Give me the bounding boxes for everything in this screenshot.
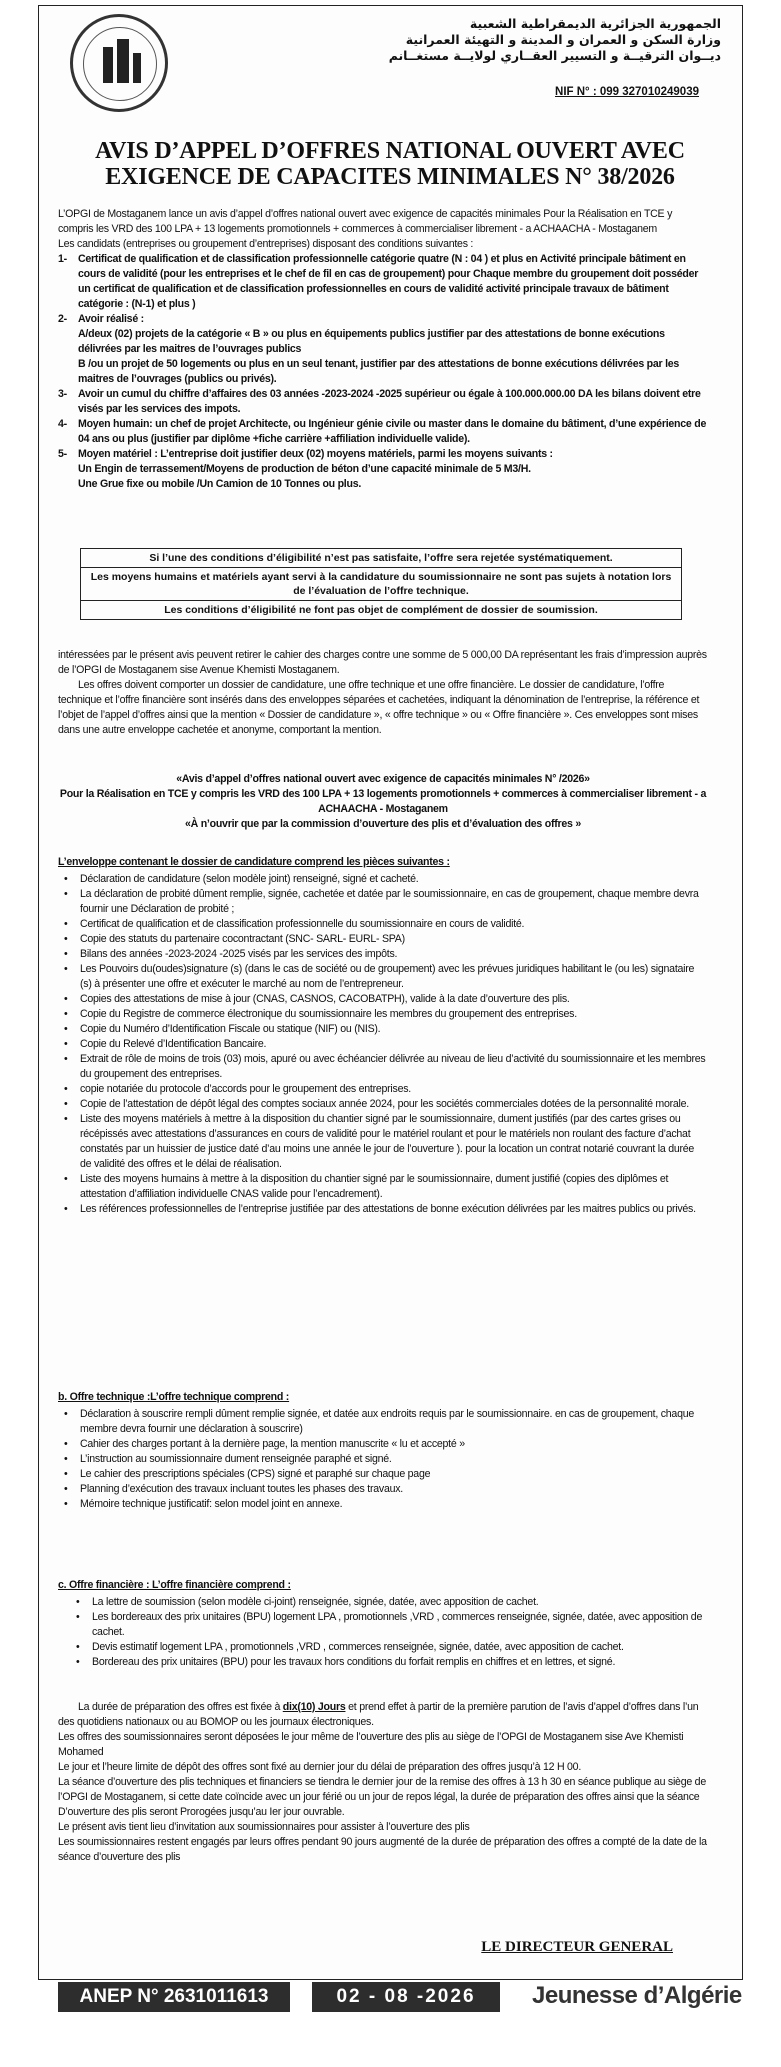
closing-paragraph: Les soumissionnaires restent engagés par leurs offres pendant 90 jours augmenté de la durée de préparation des offres a compté de la date de la séance d’ouverture des plis	[58, 1836, 707, 1863]
list-item: • Copie de l’attestation de dépôt légal des comptes sociaux année 2024, pour les sociétés commerciales dotées de la personnalité morale.	[58, 1097, 708, 1112]
condition-text: A/deux (02) projets de la catégorie « B » ou plus en équipements publics justifier par des attestations de bonne exécutions délivrées par les maitres de l’ouvrages publics	[78, 328, 665, 355]
logo-building-icon	[103, 47, 113, 83]
closing-paragraph: La séance d’ouverture des plis techniques et financiers se tiendra le dernier jour de la remise des offres à 13 h 30 en séance publique au siège de l’OPGI de Mostaganem, si cette date coïncide avec un jour férié ou un jour de repos légal, la durée de préparation des offres ainsi que la séance D’ouverture des plis seront Prorogées jusqu’au Ier jour ouvrable.	[58, 1776, 706, 1818]
list-item: • Cahier des charges portant à la dernière page, la mention manuscrite « lu et accepté »	[58, 1437, 708, 1452]
list-item: • Devis estimatif logement LPA , promotionnels ,VRD , commerces renseignée, signée, datée, avec apposition de cachet.	[70, 1640, 708, 1655]
notice-title	[60, 138, 720, 190]
retrieval-paragraph: intéressées par le présent avis peuvent retirer le cahier des charges contre une somme de 5 000,00 DA représentant les frais d’impression auprès de l’OPGI de Mostaganem sise Avenue Khemisti Mostaganem.	[58, 649, 707, 676]
list-item: • L’instruction au soumissionnaire dument renseignée paraphé et signé.	[58, 1452, 708, 1467]
condition-item	[58, 417, 708, 447]
financiere-section	[58, 1578, 708, 1670]
condition-item	[58, 312, 708, 327]
list-item: • Copie du Numéro d’Identification Fiscale ou statique (NIF) ou (NIS).	[58, 1022, 708, 1037]
condition-text: Moyen matériel : L’entreprise doit justifier deux (02) moyens matériels, parmi les moyens suivants :	[78, 448, 553, 460]
arabic-header-line: وزارة السكن و العمران و المدينة و التهيئة العمرانية	[405, 32, 721, 47]
condition-number: 4-	[58, 418, 67, 430]
list-item: • copie notariée du protocole d’accords pour le groupement des entreprises.	[58, 1082, 708, 1097]
envelope-mention	[58, 772, 708, 832]
condition-text: Certificat de qualification et de classification professionnelle catégorie quatre (N : 04 ) et plus en Activité principale bâtiment en cours de validité (pour les entreprises et le chef de fil en cas de groupement) pour Chaque membre du groupement doit posséder un certificat de qualification et de classification professionnelles en cours de validité activité principale travaux de bâtiment catégorie : (N-1) et plus )	[78, 253, 699, 310]
condition-number: 1-	[58, 253, 67, 265]
anep-number: ANEP N° 2631011613	[58, 1982, 290, 2012]
logo-building-icon	[133, 53, 141, 83]
list-item: • Planning d’exécution des travaux incluant toutes les phases des travaux.	[58, 1482, 708, 1497]
closing-paragraph: Le présent avis tient lieu d’invitation aux soumissionnaires pour assister à l’ouverture des plis	[58, 1821, 470, 1833]
list-item: • Extrait de rôle de moins de trois (03) mois, apuré ou avec échéancier délivrée au niveau de lieu d’activité du soumissionnaire et les membres du groupement des entreprises.	[58, 1052, 708, 1082]
retrieval-section	[58, 648, 708, 738]
technique-section	[58, 1390, 708, 1512]
list-item: • La lettre de soumission (selon modèle ci-joint) renseignée, signée, datée, avec apposition de cachet.	[70, 1595, 708, 1610]
delay-text: et prend effet à partir de la première parution de l’avis d’appel d’offres dans l’un des quotidiens nationaux ou au BOMOP ou les journaux électroniques.	[58, 1701, 699, 1728]
condition-item	[58, 447, 708, 462]
mention-line: «Avis d’appel d’offres national ouvert avec exigence de capacités minimales N° /2026»	[176, 773, 590, 785]
list-item: • Copies des attestations de mise à jour (CNAS, CASNOS, CACOBATPH), valide à la date d’ouverture des plis.	[58, 992, 708, 1007]
list-item: • La déclaration de probité dûment remplie, signée, cachetée et datée par le soumissionnaire, en cas de groupement, chaque membre devra fournir une Déclaration de probité ;	[58, 887, 708, 917]
eligibility-box-line: Les conditions d’éligibilité ne font pas objet de complément de dossier de soumission.	[164, 604, 598, 616]
logo-building-icon	[117, 39, 129, 83]
mention-line: Pour la Réalisation en TCE y compris les VRD des 100 LPA + 13 logements promotionnels + commerces à commercialiser librement - a	[59, 788, 707, 800]
eligibility-box-line: Si l’une des conditions d’éligibilité n’est pas satisfaite, l’offre sera rejetée systématiquement.	[81, 549, 681, 568]
eligibility-box	[80, 548, 682, 620]
intro-paragraph: Les candidats (entreprises ou groupement d’entreprises) disposant des conditions suivantes :	[58, 238, 474, 250]
list-item: • Mémoire technique justificatif: selon model joint en annexe.	[58, 1497, 708, 1512]
mention-line: «À n’ouvrir que par la commission d’ouverture des plis et d’évaluation des offres »	[184, 818, 582, 830]
candidature-heading: L’enveloppe contenant le dossier de candidature comprend les pièces suivantes :	[58, 856, 450, 868]
opgi-logo	[70, 14, 168, 112]
list-item: • Les références professionnelles de l’entreprise justifiée par des attestations de bonne exécution délivrées par les maitres publics ou privés.	[58, 1202, 708, 1217]
closing-section	[58, 1700, 708, 1865]
list-item: • Les Pouvoirs du(oudes)signature (s) (dans le cas de société ou de groupement) avec les prévues juridiques habilitant le (ou les) signataire (s) à présenter une offre et exécuter le marché au nom de l’entrepreneur.	[58, 962, 708, 992]
list-item: • Copie du Registre de commerce électronique du soumissionnaire les membres du groupement des entreprises.	[58, 1007, 708, 1022]
delay-duration: dix(10) Jours	[282, 1701, 346, 1713]
eligibility-box-line: Les moyens humains et matériels ayant servi à la candidature du soumissionnaire ne sont pas sujets à notation lors de l’évaluation de l’offre technique.	[81, 568, 681, 601]
list-item: • Bilans des années -2023-2024 -2025 visés par les services des impôts.	[58, 947, 708, 962]
financiere-heading: c. Offre financière : L’offre financière comprend :	[58, 1579, 291, 1591]
condition-text: B /ou un projet de 50 logements ou plus en un seul tenant, justifier par des attestations de bonne exécutions délivrées par les maitres de l’ouvrages (publics ou privés).	[78, 358, 680, 385]
newspaper-name: Jeunesse d’Algérie	[532, 1982, 742, 2009]
arabic-header-line: الجمهورية الجزائرية الديمقراطية الشعبية	[469, 16, 721, 31]
condition-text: Une Grue fixe ou mobile /Un Camion de 10 Tonnes ou plus.	[78, 478, 362, 490]
intro-paragraph: L’OPGI de Mostaganem lance un avis d’appel d’offres national ouvert avec exigence de capacités minimales Pour la Réalisation en TCE y compris les VRD des 100 LPA + 13 logements promotionnels + commerces à commercialiser librement - a ACHAACHA - Mostaganem	[58, 208, 673, 235]
publication-date: 02 - 08 -2026	[312, 1982, 500, 2012]
title-line: AVIS D’APPEL D’OFFRES NATIONAL OUVERT AVEC	[95, 138, 685, 164]
list-item: • Déclaration à souscrire rempli dûment remplie signée, et datée aux endroits requis par le soumissionnaire. en cas de groupement, chaque membre devra fournir une déclaration à souscrire)	[58, 1407, 708, 1437]
signature: LE DIRECTEUR GENERAL	[481, 1939, 673, 1955]
condition-number: 3-	[58, 388, 67, 400]
list-item: • Liste des moyens humains à mettre à la disposition du chantier signé par le soumissionnaire, dument justifié (copies des diplômes et attestation d’affiliation individuelle CNAS valide pour l’encadrement).	[58, 1172, 708, 1202]
condition-item	[58, 387, 708, 417]
intro-section	[58, 207, 708, 492]
condition-text: Un Engin de terrassement/Moyens de production de béton d’une capacité minimale de 5 M3/H.	[78, 463, 531, 475]
condition-number: 5-	[58, 448, 67, 460]
condition-text: Avoir un cumul du chiffre d’affaires des 03 années -2023-2024 -2025 supérieur ou égale à 100.000.000.00 DA les bilans doivent etre visés par les services des impots.	[78, 388, 701, 415]
delay-paragraph	[58, 1700, 708, 1730]
condition-item	[58, 252, 708, 312]
condition-text: Avoir réalisé :	[78, 313, 144, 325]
list-item: • Déclaration de candidature (selon modèle joint) renseigné, signé et cacheté.	[58, 872, 708, 887]
list-item: • Les bordereaux des prix unitaires (BPU) logement LPA , promotionnels ,VRD , commerces renseignée, signée, datée, avec apposition de cachet.	[70, 1610, 708, 1640]
mention-line: ACHAACHA - Mostaganem	[318, 803, 448, 815]
condition-item	[58, 357, 708, 387]
arabic-header-line: ديــوان الترقيــة و التسيير العقــاري لولايــة مستغــانم	[388, 48, 721, 63]
arabic-header	[301, 16, 721, 64]
condition-item	[58, 327, 708, 357]
condition-number: 2-	[58, 313, 67, 325]
list-item: • Bordereau des prix unitaires (BPU) pour les travaux hors conditions du forfait remplis en chiffres et en lettres, et signé.	[70, 1655, 708, 1670]
list-item: • Copie des statuts du partenaire cocontractant (SNC- SARL- EURL- SPA)	[58, 932, 708, 947]
list-item: • Le cahier des prescriptions spéciales (CPS) signé et paraphé sur chaque page	[58, 1467, 708, 1482]
nif-number: NIF N° : 099 327010249039	[555, 86, 699, 98]
condition-text: Moyen humain: un chef de projet Architecte, ou Ingénieur génie civile ou master dans le domaine du bâtiment, d’une expérience de 04 ans ou plus (justifier par diplôme +fiche carrière +affiliation individuelle valide).	[78, 418, 707, 445]
delay-text: La durée de préparation des offres est fixée à	[78, 1701, 283, 1713]
envelopes-paragraph: Les offres doivent comporter un dossier de candidature, une offre technique et une offre financière. Le dossier de candidature, l’offre technique et l’offre financière sont insérés dans des enveloppes séparées et cachetées, indiquant la dénomination de l’entreprise, la référence et l’objet de l’appel d’offres ainsi que la mention « Dossier de candidature », « offre technique » ou « Offre financière ». Ces enveloppes sont mises dans une autre enveloppe cachetée et anonyme, comportant la mention.	[58, 679, 700, 736]
title-line: EXIGENCE DE CAPACITES MINIMALES N° 38/2026	[105, 164, 675, 190]
condition-item	[58, 462, 708, 477]
list-item: • Certificat de qualification et de classification professionnelle du soumissionnaire en cours de validité.	[58, 917, 708, 932]
list-item: • Liste des moyens matériels à mettre à la disposition du chantier signé par le soumissionnaire, dument justifiés (par des cartes grises ou récépissés avec attestations d’assurances en cours de validité pour le matériel roulant et pour le matériels non roulant des facture d’achat constatés par un huissier de justice daté d’au moins une année le jour de l’ouverture ). pour la location un contrat notarié couvrant la durée de validité des offres et le délai de réalisation.	[58, 1112, 708, 1172]
closing-paragraph: Le jour et l’heure limite de dépôt des offres sont fixé au dernier jour du délai de préparation des offres jusqu’à 12 H 00.	[58, 1761, 582, 1773]
technique-heading: b. Offre technique :L’offre technique comprend :	[58, 1391, 290, 1403]
candidature-section	[58, 855, 708, 1217]
footer	[0, 1982, 781, 2018]
closing-paragraph: Les offres des soumissionnaires seront déposées le jour même de l’ouverture des plis au siège de l’OPGI de Mostaganem sise Ave Khemisti Mohamed	[58, 1731, 684, 1758]
list-item: • Copie du Relevé d’Identification Bancaire.	[58, 1037, 708, 1052]
condition-item	[58, 477, 708, 492]
